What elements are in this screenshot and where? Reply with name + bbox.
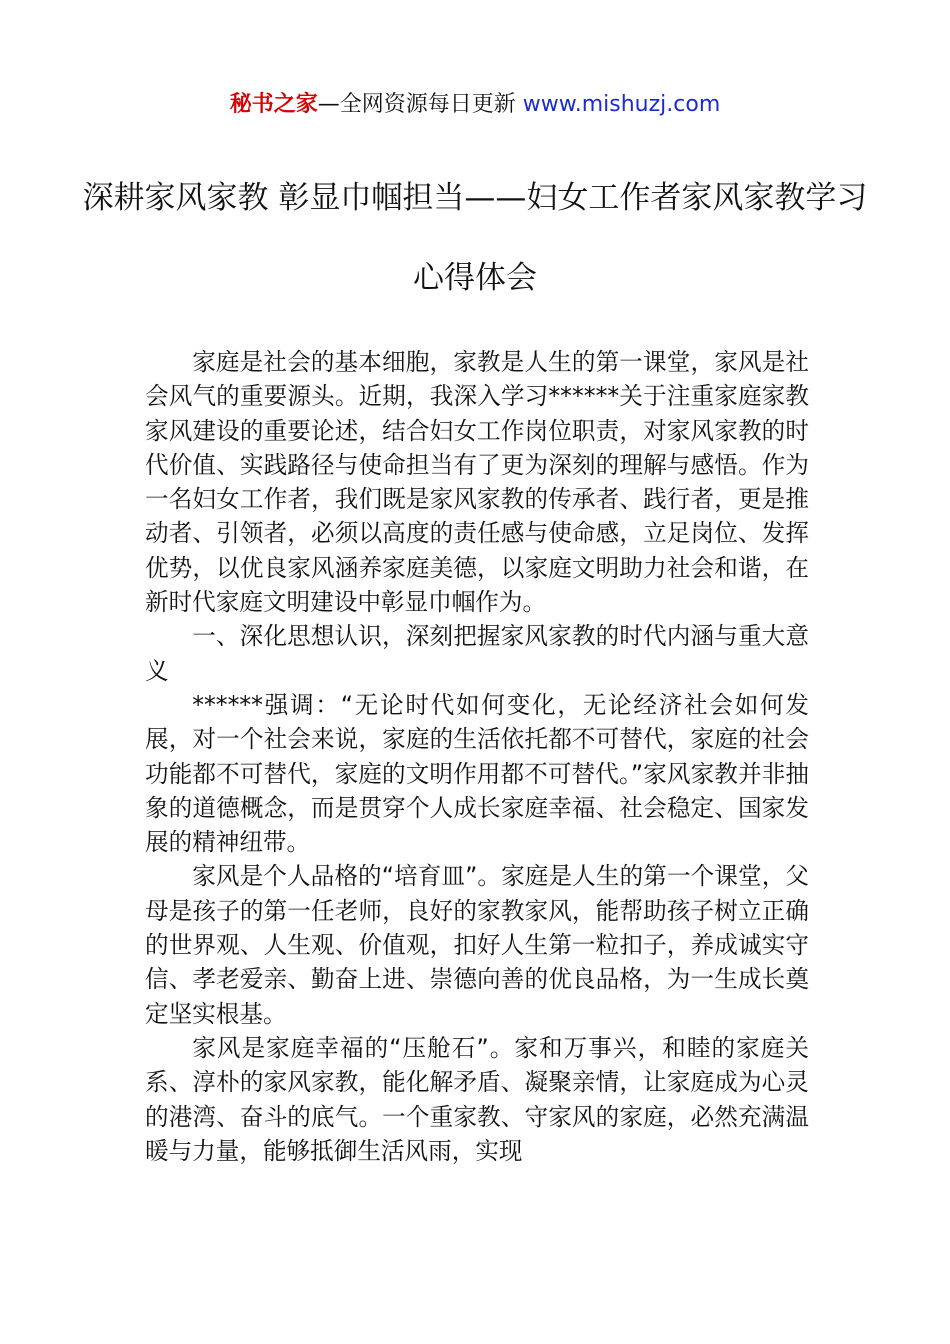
- paragraph-quote: ******强调：“无论时代如何变化，无论经济社会如何发展，对一个社会来说，家庭的生活依托都不可替代，家庭的社会功能都不可替代，家庭的文明作用都不可替代。”家风家教并非抽象的道德概念，而是贯穿个人成长家庭幸福、社会稳定、国家发展的精神纽带。: [145, 690, 809, 857]
- paragraph-character: 家风是个人品格的“培育皿”。家庭是人生的第一个课堂，父母是孩子的第一任老师，良好的家教家风，能帮助孩子树立正确的世界观、人生观、价值观，扣好人生第一粒扣子，养成诚实守信、孝老爱亲、勤奋上进、崇德向善的优良品格，为一生成长奠定坚实根基。: [145, 862, 809, 1028]
- document-title: 深耕家风家教 彰显巾帼担当——妇女工作者家风家教学习心得体会: [82, 180, 868, 296]
- paragraph-intro: 家庭是社会的基本细胞，家教是人生的第一课堂，家风是社会风气的重要源头。近期，我深入学习******关于注重家庭家教家风建设的重要论述，结合妇女工作岗位职责，对家风家教的时代价值、实践路径与使命担当有了更为深刻的理解与感悟。作为一名妇女工作者，我们既是家风家教的传承者、践行者，更是推动者、引领者，必须以高度的责任感与使命感，立足岗位、发挥优势，以优良家风涵养家庭美德，以家庭文明助力社会和谐，在新时代家庭文明建设中彰显巾帼作为。: [145, 348, 809, 617]
- site-link[interactable]: www.mishuzj.com: [522, 92, 721, 117]
- brand-name: 秘书之家: [229, 92, 318, 117]
- header-tagline: —全网资源每日更新: [317, 92, 523, 117]
- section-heading-1: 一、深化思想认识，深刻把握家风家教的时代内涵与重大意义: [145, 622, 809, 685]
- paragraph-family-happiness: 家风是家庭幸福的“压舱石”。家和万事兴，和睦的家庭关系、淳朴的家风家教，能化解矛盾、凝聚亲情，让家庭成为心灵的港湾、奋斗的底气。一个重家教、守家风的家庭，必然充满温暖与力量，能够抵御生活风雨，实现: [145, 1033, 809, 1165]
- document-body: [145, 345, 809, 1168]
- site-header: [0, 90, 950, 120]
